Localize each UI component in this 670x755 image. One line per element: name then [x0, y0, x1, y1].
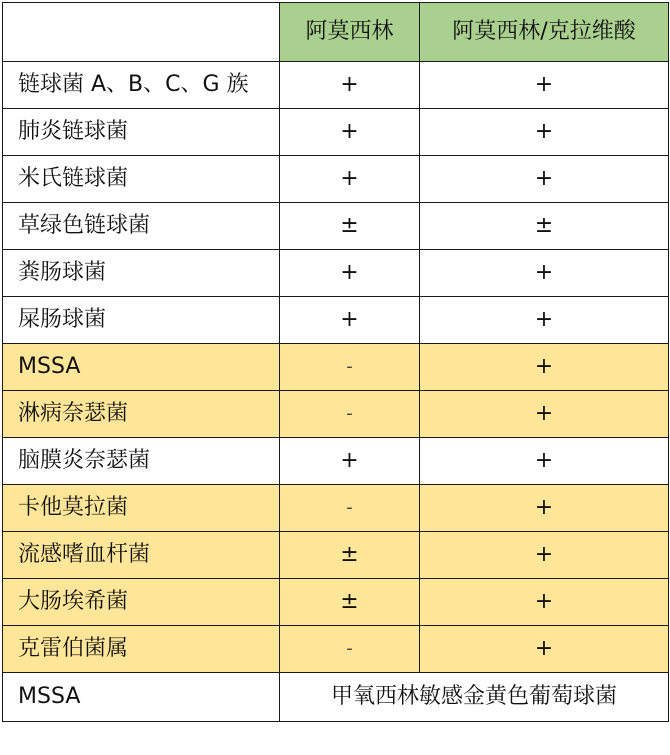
amox-clav-value: +	[420, 250, 669, 297]
organism-name: 粪肠球菌	[3, 250, 280, 297]
amox-clav-value: +	[420, 391, 669, 438]
amoxicillin-value: -	[280, 485, 420, 532]
header-amoxicillin: 阿莫西林	[280, 3, 420, 62]
table-row-highlighted	[3, 532, 669, 579]
table-row-highlighted	[3, 391, 669, 438]
footnote-definition: 甲氧西林敏感金黄色葡萄球菌	[280, 673, 669, 722]
table-row	[3, 438, 669, 485]
organism-name: 脑膜炎奈瑟菌	[3, 438, 280, 485]
table-row	[3, 250, 669, 297]
table-row-highlighted	[3, 485, 669, 532]
amoxicillin-value: ±	[280, 532, 420, 579]
amoxicillin-value: +	[280, 438, 420, 485]
organism-name: 大肠埃希菌	[3, 579, 280, 626]
amox-clav-value: +	[420, 438, 669, 485]
amox-clav-value: +	[420, 109, 669, 156]
amox-clav-value: +	[420, 297, 669, 344]
organism-name: 屎肠球菌	[3, 297, 280, 344]
table-row	[3, 109, 669, 156]
organism-name: 淋病奈瑟菌	[3, 391, 280, 438]
susceptibility-table	[2, 2, 669, 722]
table-row	[3, 156, 669, 203]
table-row-highlighted	[3, 579, 669, 626]
organism-name: 克雷伯菌属	[3, 626, 280, 673]
table-row	[3, 203, 669, 250]
amoxicillin-value: ±	[280, 579, 420, 626]
table-header-row	[3, 3, 669, 62]
amox-clav-value: +	[420, 579, 669, 626]
organism-name: 卡他莫拉菌	[3, 485, 280, 532]
footnote-row	[3, 673, 669, 722]
header-organism-cell	[3, 3, 280, 62]
organism-name: 肺炎链球菌	[3, 109, 280, 156]
amox-clav-value: +	[420, 344, 669, 391]
table-row	[3, 297, 669, 344]
amox-clav-value: +	[420, 62, 669, 109]
table-row	[3, 62, 669, 109]
organism-name: 米氏链球菌	[3, 156, 280, 203]
amoxicillin-value: +	[280, 250, 420, 297]
amox-clav-value: +	[420, 532, 669, 579]
footnote-abbreviation: MSSA	[3, 673, 280, 722]
amoxicillin-value: -	[280, 391, 420, 438]
table-row-highlighted	[3, 626, 669, 673]
amox-clav-value: +	[420, 485, 669, 532]
amoxicillin-value: +	[280, 156, 420, 203]
organism-name: 流感嗜血杆菌	[3, 532, 280, 579]
amox-clav-value: ±	[420, 203, 669, 250]
amox-clav-value: +	[420, 156, 669, 203]
amoxicillin-value: +	[280, 62, 420, 109]
amox-clav-value: +	[420, 626, 669, 673]
organism-name: MSSA	[3, 344, 280, 391]
amoxicillin-value: -	[280, 344, 420, 391]
amoxicillin-value: -	[280, 626, 420, 673]
header-amoxicillin-clavulanate: 阿莫西林/克拉维酸	[420, 3, 669, 62]
amoxicillin-value: +	[280, 109, 420, 156]
organism-name: 链球菌 A、B、C、G 族	[3, 62, 280, 109]
amoxicillin-value: ±	[280, 203, 420, 250]
organism-name: 草绿色链球菌	[3, 203, 280, 250]
table-row-highlighted	[3, 344, 669, 391]
amoxicillin-value: +	[280, 297, 420, 344]
